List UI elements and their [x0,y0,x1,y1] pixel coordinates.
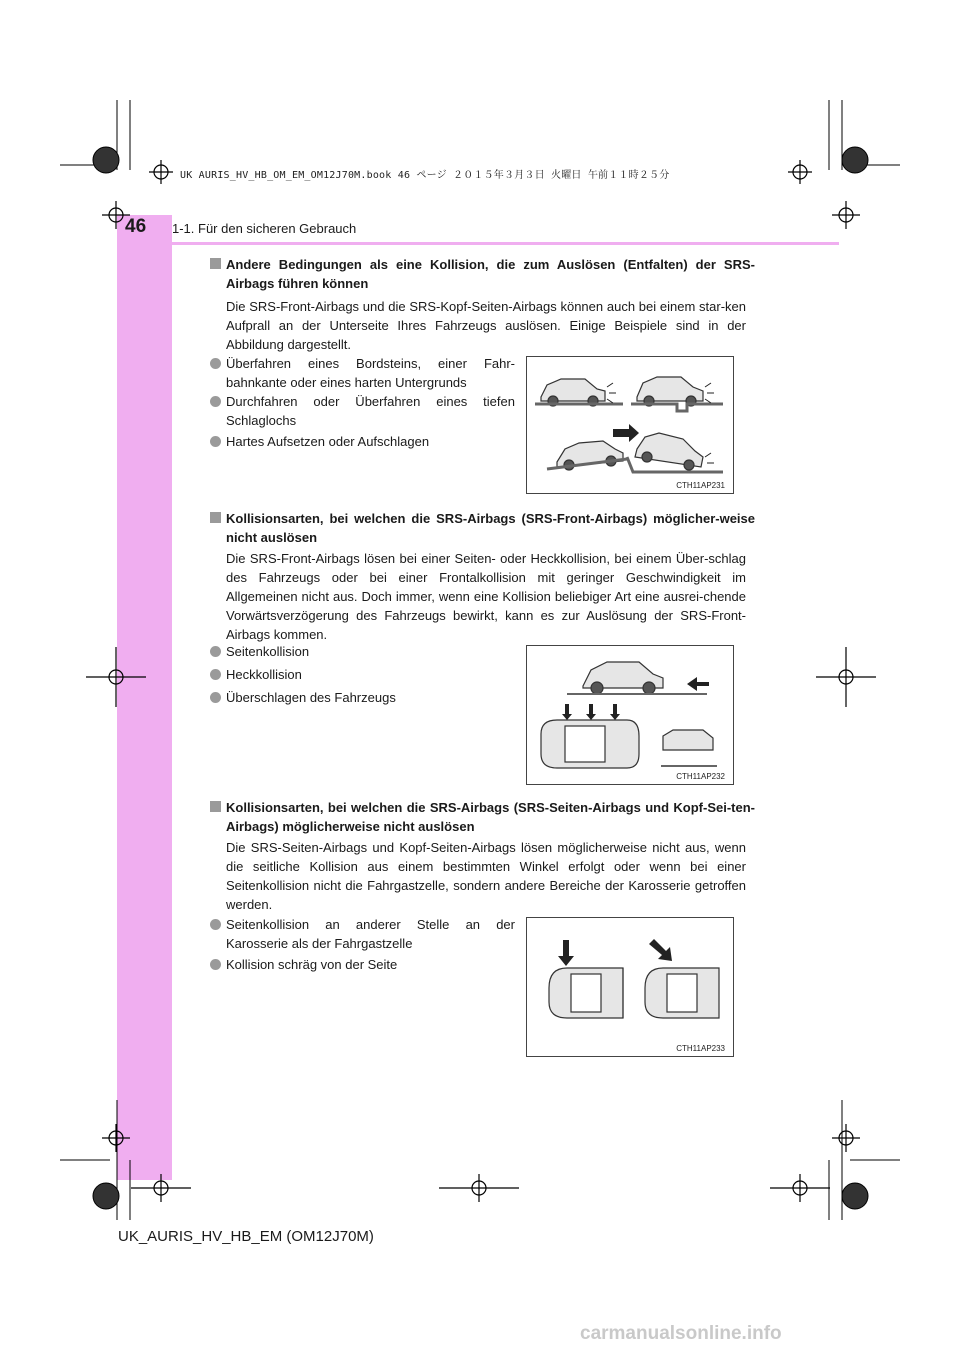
bullet-dot-icon [210,692,221,703]
figure-underbody-impact [526,356,734,494]
bullet-item: Seitenkollision [210,642,515,661]
figure-code: CTH11AP233 [676,1044,725,1053]
square-marker-icon [210,512,221,523]
figure-side-impact [526,917,734,1057]
illustration-side-impact-angles [527,918,733,1056]
figure-non-deploy-frontal [526,645,734,785]
section-body-3: Die SRS-Seiten-Airbags und Kopf-Seiten-Airbags lösen möglicherweise nicht aus, wenn die seitliche Kollision aus einem bestimmten Winkel erfolgt oder wenn bei einer Seitenkollision nicht die Fahrgastzelle, sondern andere Bereiche der Karosserie getroffen werden. [226,840,746,912]
bullet-dot-icon [210,436,221,447]
print-stamp: UK AURIS_HV_HB_OM_EM_OM12J70M.book 46 ページ ２０１５年３月３日 火曜日 午前１１時２５分 [180,170,670,181]
bullet-item: Seitenkollision an anderer Stelle an der Karosserie als der Fahrgastzelle [210,915,515,953]
bullet-item: Durchfahren oder Überfahren eines tiefen Schlaglochs [210,392,515,430]
arrow-icon [649,939,672,961]
arrow-icon [610,704,620,720]
square-marker-icon [210,801,221,812]
arrow-icon [558,940,574,966]
site-watermark: carmanualsonline.info [580,1323,782,1344]
bullet-item: Überfahren eines Bordsteins, einer Fahr-bahnkante oder eines harten Untergrunds [210,354,515,392]
bullet-item: Kollision schräg von der Seite [210,955,515,974]
arrow-icon [562,704,572,720]
square-marker-icon [210,258,221,269]
figure-code: CTH11AP232 [676,772,725,781]
arrow-icon [586,704,596,720]
bullet-item: Hartes Aufsetzen oder Aufschlagen [210,432,515,451]
bullet-dot-icon [210,919,221,930]
bullet-dot-icon [210,358,221,369]
illustration-car-underbody [527,357,733,493]
bullet-dot-icon [210,959,221,970]
illustration-side-rear-rollover [527,646,733,784]
figure-code: CTH11AP231 [676,481,725,490]
page-number: 46 [125,216,147,237]
bullet-dot-icon [210,646,221,657]
arrow-icon [687,677,709,691]
bullet-item: Überschlagen des Fahrzeugs [210,688,515,707]
bullet-dot-icon [210,669,221,680]
section-heading-3: Kollisionsarten, bei welchen die SRS-Airbags (SRS-Seiten-Airbags und Kopf-Sei-ten-Airbags) möglicherweise nicht auslösen [210,798,755,836]
section-heading-2: Kollisionsarten, bei welchen die SRS-Airbags (SRS-Front-Airbags) möglicher-weise nicht auslösen [210,509,755,547]
bullet-dot-icon [210,396,221,407]
section-body-1: Die SRS-Front-Airbags und die SRS-Kopf-Seiten-Airbags können auch bei einem star-ken Aufprall an der Unterseite Ihres Fahrzeugs auslösen. Einige Beispiele sind in der Abbildung dargestellt. [226,299,746,352]
manual-id-footer: UK_AURIS_HV_HB_EM (OM12J70M) [118,1228,374,1245]
bullet-item: Heckkollision [210,665,515,684]
section-body-2: Die SRS-Front-Airbags lösen bei einer Seiten- oder Heckkollision, bei einem Über-schlag des Fahrzeugs oder bei einer Frontalkollision mit geringer Geschwindigkeit im Allgemeinen nicht aus. Doch immer, wenn eine Kollision beliebiger Art eine ausrei-chende Vorwärtsverzögerung des Fahrzeugs bewirkt, kann es zur Auslösung der SRS-Front-Airbags kommen. [226,551,746,642]
chapter-title: 1-1. Für den sicheren Gebrauch [172,221,357,236]
arrow-icon [613,424,639,442]
section-heading-1: Andere Bedingungen als eine Kollision, die zum Auslösen (Entfalten) der SRS-Airbags führen können [210,255,755,293]
